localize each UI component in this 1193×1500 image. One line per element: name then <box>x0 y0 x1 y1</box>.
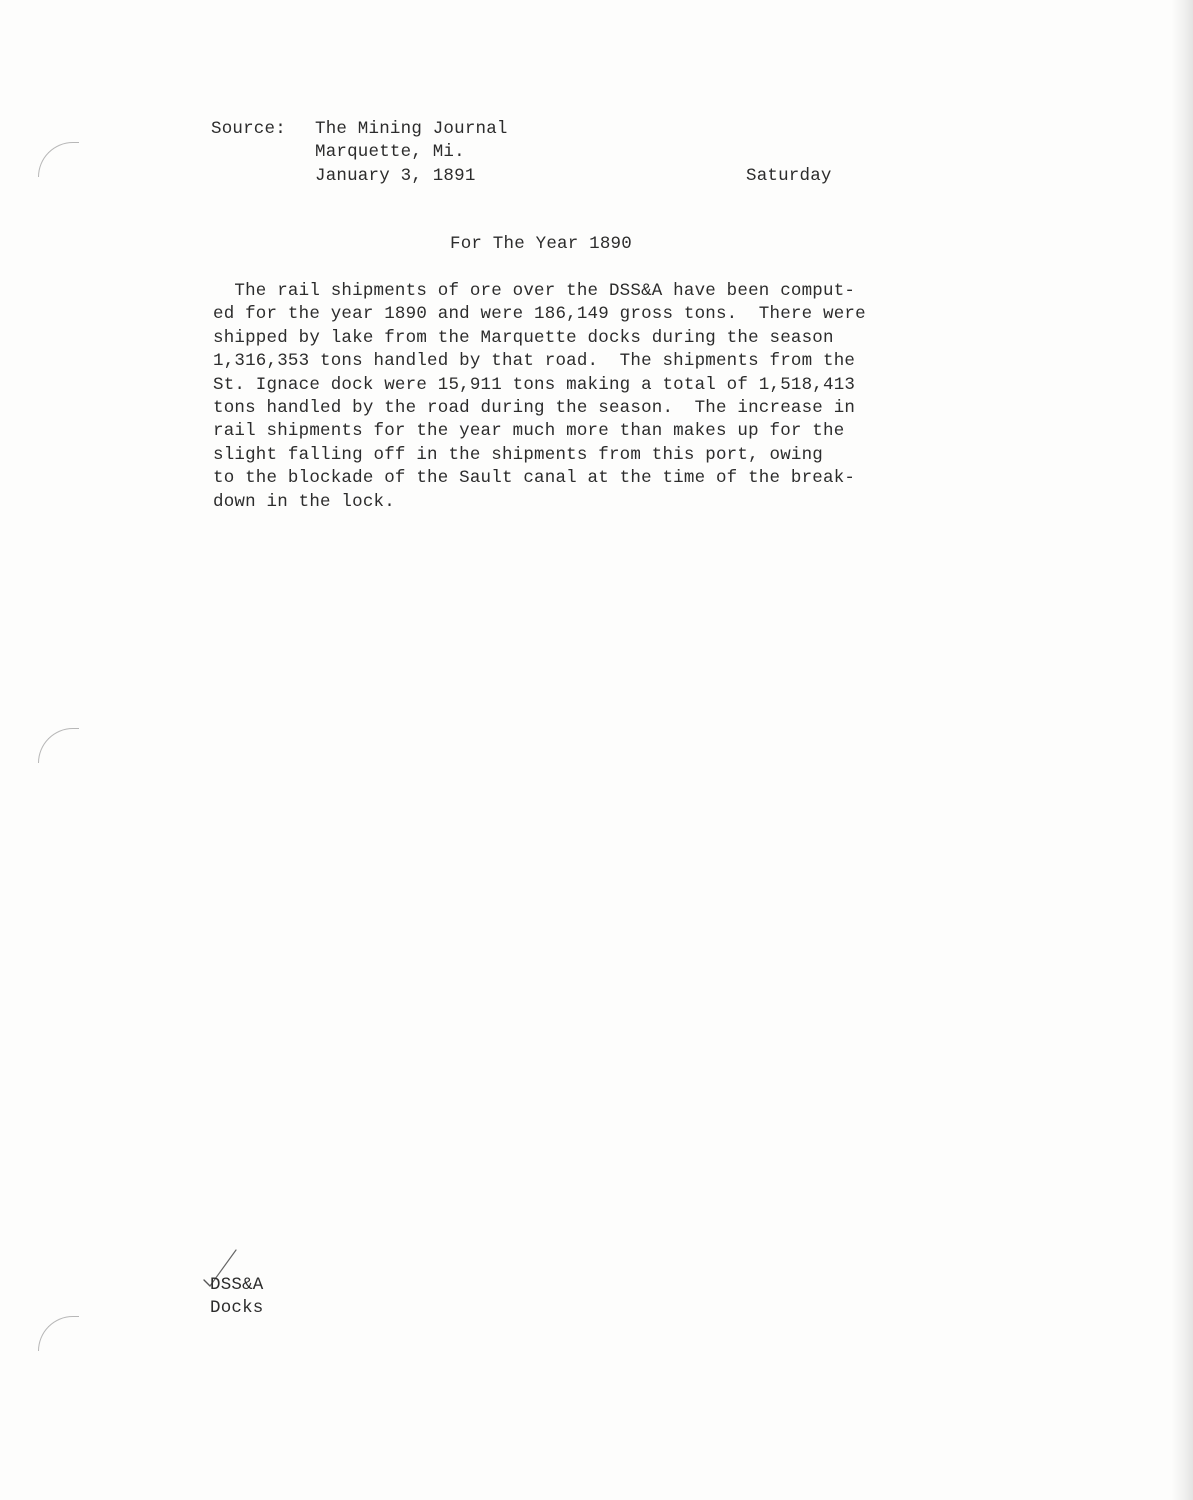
punch-hole-bottom <box>38 1316 79 1351</box>
filing-tag-railroad: DSS&A <box>210 1275 264 1295</box>
body-line: shipped by lake from the Marquette docks during the season <box>213 327 834 348</box>
punch-hole-middle <box>38 728 79 763</box>
source-label: Source: <box>211 119 286 139</box>
punch-hole-top <box>38 142 79 177</box>
body-line: to the blockade of the Sault canal at the time of the break- <box>213 468 856 489</box>
body-line: tons handled by the road during the season. The increase in <box>213 398 856 419</box>
body-line: down in the lock. <box>213 491 395 512</box>
body-line: St. Ignace dock were 15,911 tons making a total of 1,518,413 <box>213 374 856 395</box>
filing-tags <box>210 1274 264 1321</box>
body-line: ed for the year 1890 and were 186,149 gross tons. There were <box>213 304 866 325</box>
source-publication: The Mining Journal <box>315 119 508 139</box>
body-line: 1,316,353 tons handled by that road. The shipments from the <box>213 351 856 372</box>
source-date: January 3, 1891 <box>315 165 476 186</box>
page-edge-shadow <box>1171 0 1193 1500</box>
article-title: For The Year 1890 <box>450 234 632 254</box>
body-line: The rail shipments of ore over the DSS&A have been comput- <box>213 281 856 301</box>
body-line: slight falling off in the shipments from this port, owing <box>213 444 823 465</box>
source-location: Marquette, Mi. <box>315 142 465 163</box>
source-block <box>315 118 508 188</box>
source-day: Saturday <box>746 166 832 186</box>
filing-tag-topic: Docks <box>210 1298 264 1319</box>
body-line: rail shipments for the year much more than makes up for the <box>213 421 845 442</box>
article-body <box>213 280 866 514</box>
